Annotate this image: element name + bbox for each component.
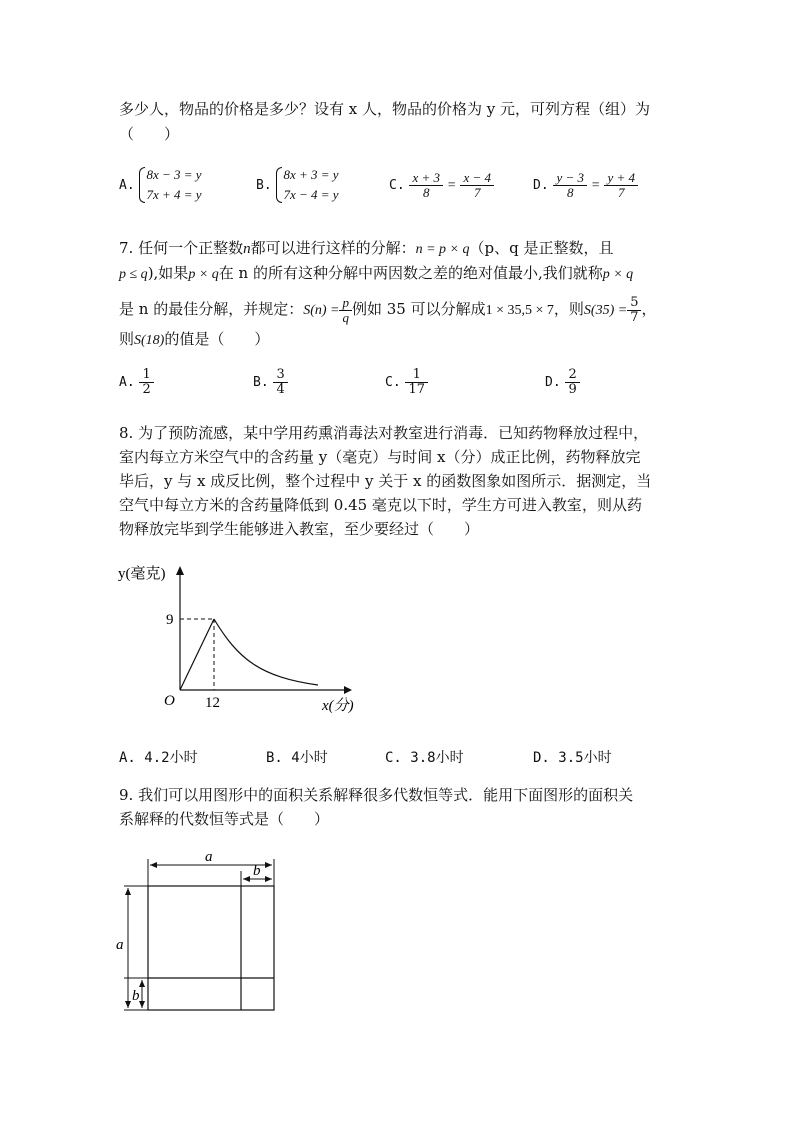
text: ，	[641, 300, 657, 319]
q6-option-b[interactable]	[256, 165, 339, 205]
q8-option-a[interactable]: A. 4.2小时	[119, 750, 198, 766]
variable-n: n	[243, 241, 251, 257]
denominator: 17	[408, 381, 425, 397]
text: ，则	[553, 300, 584, 319]
label-b-top: b	[253, 863, 261, 879]
fraction	[273, 368, 287, 396]
denominator: 9	[568, 381, 577, 397]
fraction	[604, 171, 638, 199]
q8-stem-line: 毕后，y 与 x 成反比例，整个过程中 y 关于 x 的函数图象如图所示．据测定，当	[119, 472, 652, 490]
numerator: 1	[405, 368, 428, 383]
equation-system	[139, 165, 201, 205]
option-label: A.	[119, 375, 135, 391]
q7-stem-line2	[119, 262, 633, 283]
option-label: C.	[385, 375, 401, 391]
option-label: B.	[256, 178, 272, 193]
fraction	[553, 171, 587, 199]
x-axis-label: x(分)	[322, 698, 354, 714]
formula: p ≤ q	[119, 267, 148, 282]
numerator: y + 4	[604, 171, 638, 186]
numerator: p	[339, 296, 352, 311]
q8-option-c[interactable]: C. 3.8小时	[385, 750, 464, 766]
label-b-left: b	[132, 988, 140, 1004]
text: 是 n 的最佳分解，并规定：	[119, 300, 304, 319]
option-label: D.	[533, 178, 549, 194]
q7-stem-line1	[119, 237, 614, 258]
area-figure	[110, 845, 290, 1020]
formula: n = p × q	[415, 242, 470, 257]
option-label: D.	[545, 375, 561, 391]
q8-option-d[interactable]: D. 3.5小时	[533, 750, 612, 766]
fraction	[339, 296, 352, 324]
formula: S(35) =	[583, 303, 628, 319]
equation: 8x − 3 = y	[146, 167, 202, 182]
text: 7. 任何一个正整数	[119, 239, 244, 257]
q8-stem-line: 8. 为了预防流感，某中学用药熏消毒法对教室进行消毒．已知药物释放过程中，	[119, 424, 649, 442]
y-axis-label: y(毫克)	[118, 566, 166, 582]
numerator: y − 3	[553, 171, 587, 186]
equals-sign: =	[591, 178, 600, 194]
text: 例如 35 可以分解成	[351, 300, 486, 319]
formula: p × q	[188, 267, 219, 282]
outer-square	[148, 886, 274, 1010]
q7-stem-line3	[119, 296, 657, 324]
numerator: x − 4	[460, 171, 494, 186]
equation: 7x + 4 = y	[146, 187, 202, 202]
q7-option-c[interactable]	[385, 368, 428, 396]
option-label: C.	[389, 178, 405, 194]
q9-stem-line: 系解释的代数恒等式是（ ）	[119, 810, 330, 828]
equals-sign: =	[447, 178, 456, 194]
fraction	[405, 368, 428, 396]
fraction	[565, 368, 579, 396]
option-label: B.	[253, 375, 269, 391]
y-axis-arrow-icon	[176, 566, 184, 575]
formula: S(18)	[134, 333, 165, 348]
q8-stem-line: 室内每立方米空气中的含药量 y（毫克）与时间 x（分）成正比例，药物释放完	[119, 448, 641, 466]
text: ),如果	[147, 264, 189, 282]
formula: p × q	[602, 267, 634, 282]
inverse-curve	[214, 619, 318, 685]
q6-stem-line1: 多少人，物品的价格是多少？设有 x 人，物品的价格为 y 元，可列方程（组）为	[119, 100, 651, 118]
text: 则	[119, 330, 135, 348]
label-a-top: a	[205, 849, 213, 865]
denominator: 8	[422, 184, 430, 200]
function-graph	[110, 555, 370, 720]
denominator: 7	[473, 184, 481, 200]
denominator: 7	[617, 184, 625, 200]
denominator: 2	[142, 381, 151, 397]
q7-stem-line4	[119, 328, 269, 349]
equation: 8x + 3 = y	[283, 167, 339, 182]
equation-system	[276, 165, 338, 205]
text: 的值是（ ）	[164, 330, 270, 348]
y-tick-label: 9	[166, 612, 174, 628]
q8-option-b[interactable]: B. 4小时	[266, 750, 328, 766]
q9-stem-line: 9. 我们可以用图形中的面积关系解释很多代数恒等式．能用下面图形的面积关	[119, 786, 634, 804]
numerator: 1	[139, 368, 153, 383]
numerator: 2	[565, 368, 579, 383]
x-tick-label: 12	[205, 695, 220, 711]
fraction	[409, 171, 443, 199]
q7-option-b[interactable]	[253, 368, 288, 396]
equation: 7x − 4 = y	[283, 187, 339, 202]
q6-option-c[interactable]	[389, 171, 494, 199]
numerator: x + 3	[409, 171, 443, 186]
numerator: 3	[273, 368, 287, 383]
numerator: 5	[627, 296, 641, 311]
q6-option-a[interactable]	[119, 165, 202, 205]
q7-option-d[interactable]	[545, 368, 580, 396]
formula: S(n) =	[303, 303, 340, 319]
denominator: 8	[566, 184, 574, 200]
q7-option-a[interactable]	[119, 368, 154, 396]
q8-stem-line: 物释放完毕到学生能够进入教室，至少要经过（ ）	[119, 520, 480, 538]
formula: 1 × 35,5 × 7	[485, 303, 554, 319]
fraction	[139, 368, 153, 396]
denominator: q	[342, 309, 349, 325]
fraction	[460, 171, 494, 199]
text: 都可以进行这样的分解：	[250, 239, 416, 257]
linear-segment	[180, 619, 214, 690]
denominator: 7	[630, 309, 639, 325]
denominator: 4	[276, 381, 285, 397]
label-a-left: a	[116, 937, 124, 953]
option-label: A.	[119, 178, 135, 193]
fraction	[627, 296, 641, 324]
text: （p、q 是正整数，且	[469, 239, 614, 257]
origin-label: O	[164, 693, 175, 709]
x-axis-arrow-icon	[344, 686, 352, 694]
text: 在 n 的所有这种分解中两因数之差的绝对值最小,我们就称	[218, 264, 603, 282]
q6-answer-paren: （ ）	[119, 125, 180, 143]
q6-option-d[interactable]	[533, 171, 638, 199]
q8-stem-line: 空气中每立方米的含药量降低到 0.45 毫克以下时，学生方可进入教室，则从药	[119, 496, 642, 514]
